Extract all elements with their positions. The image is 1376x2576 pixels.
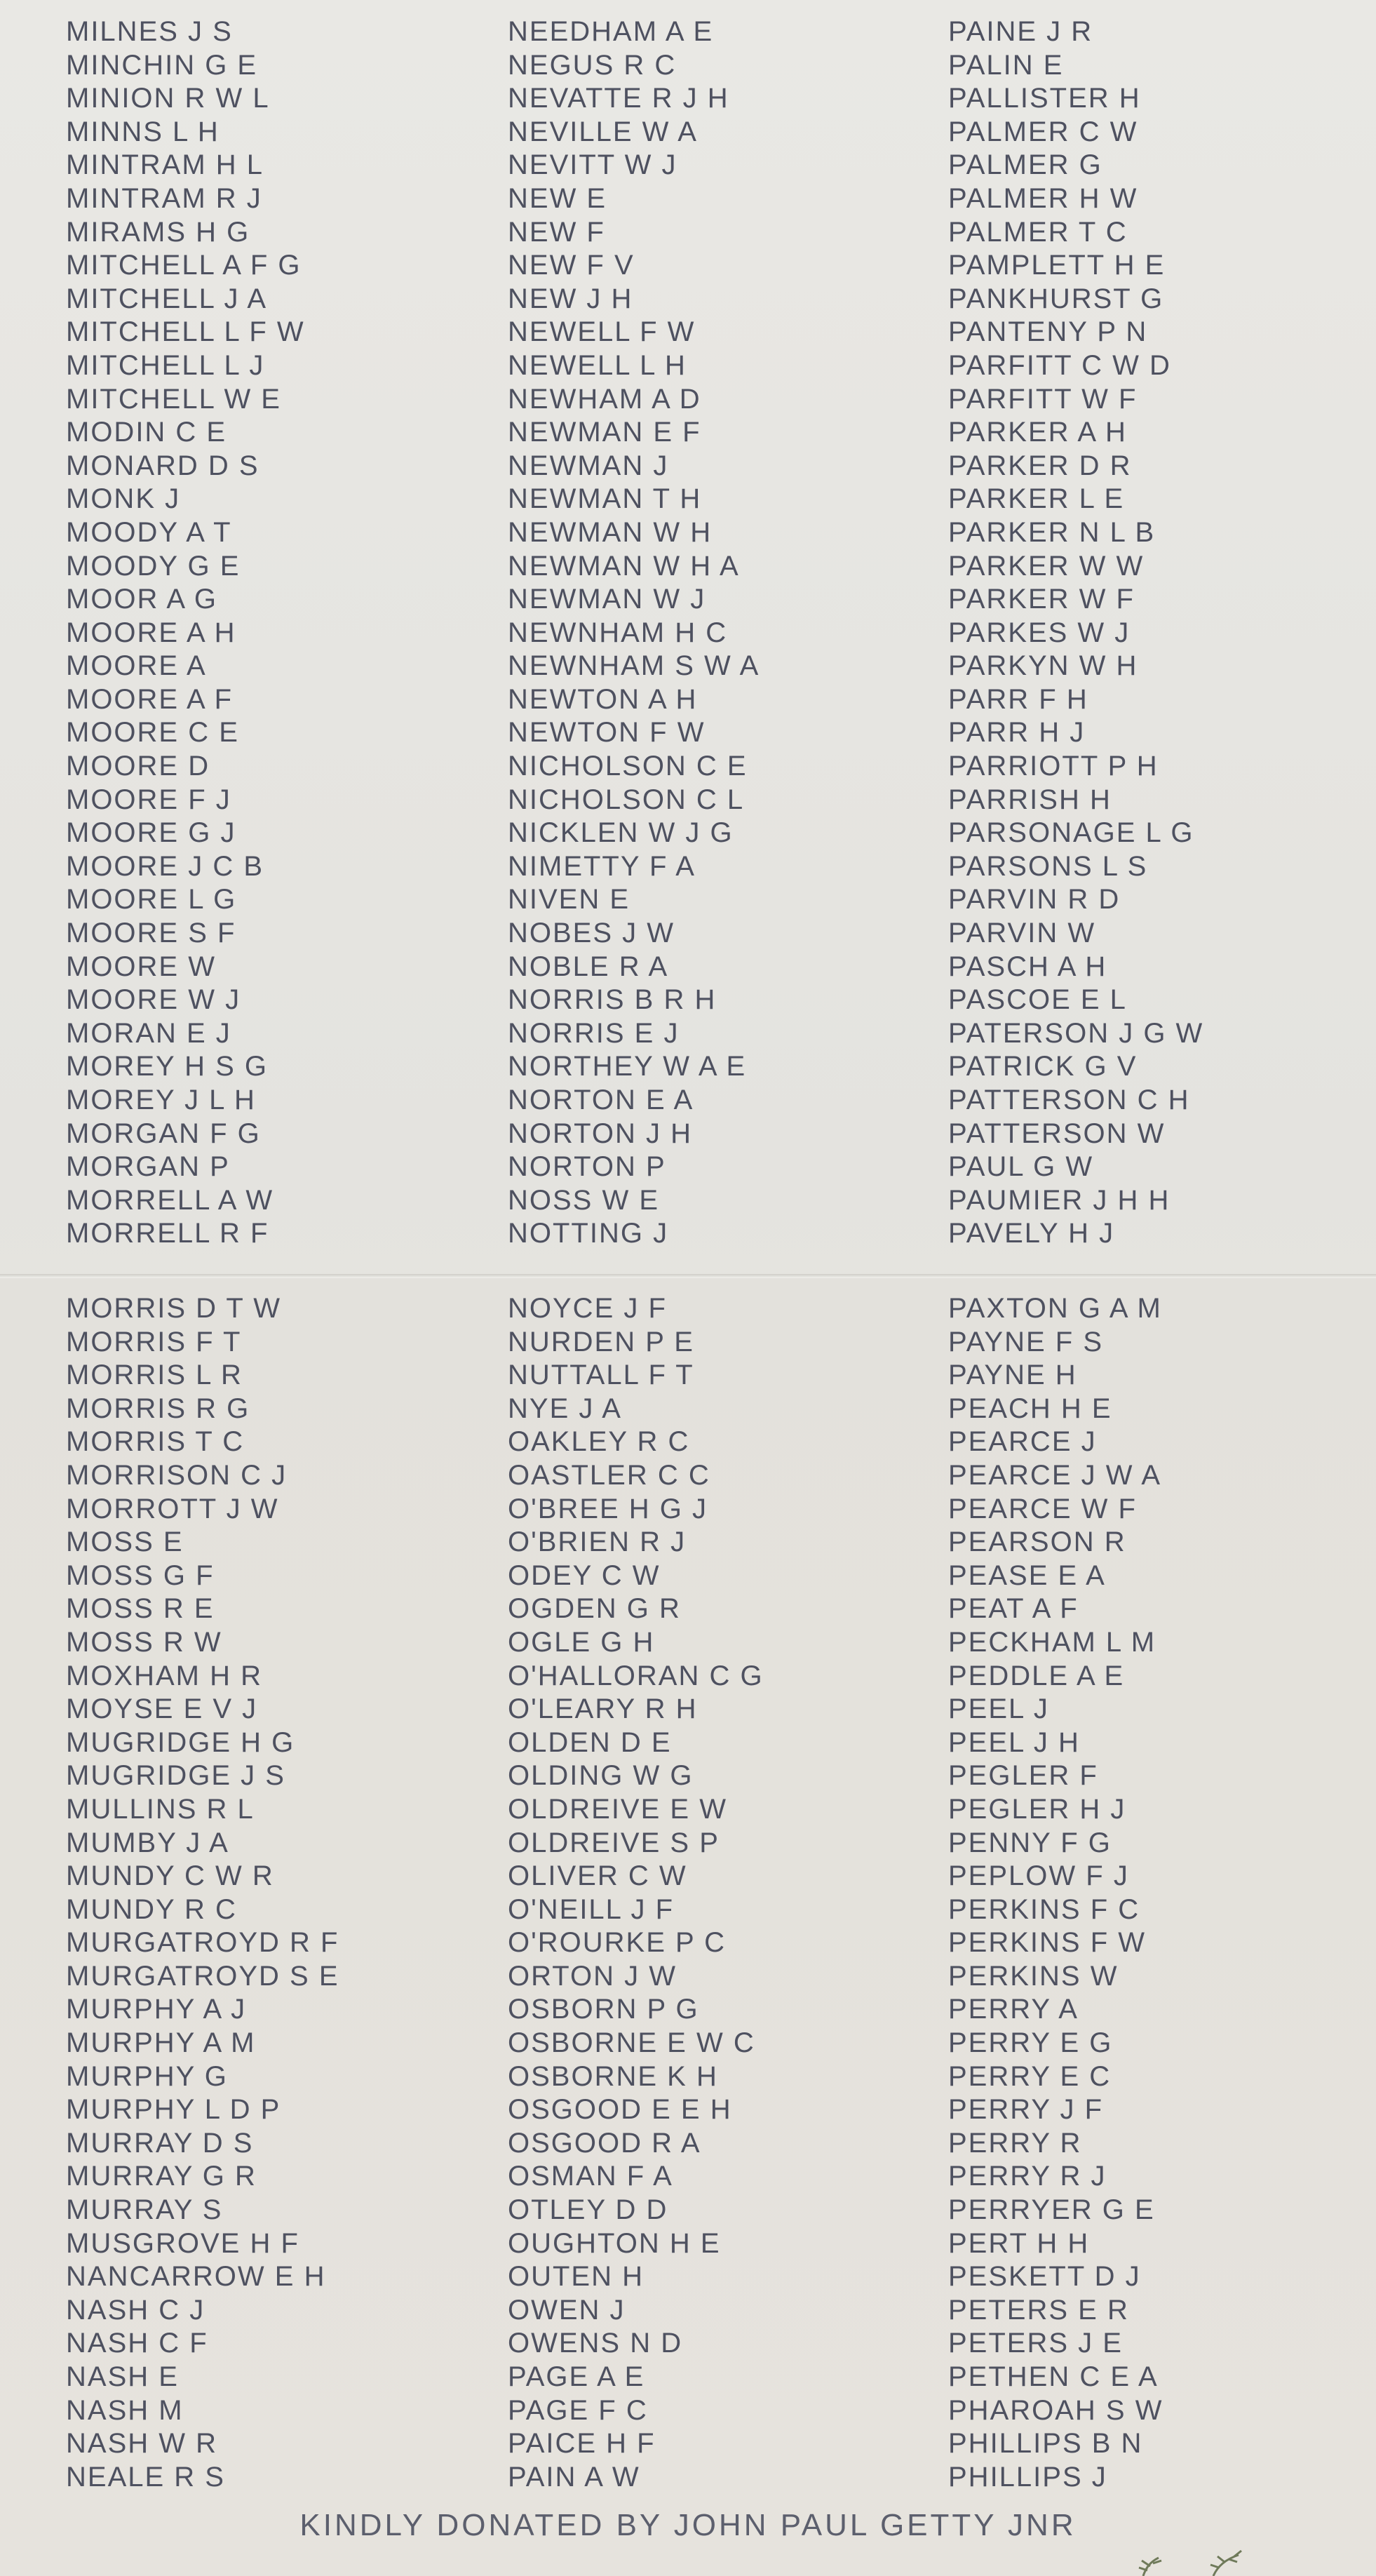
name-entry: MOSS R W: [66, 1626, 222, 1658]
name-entry: OSMAN F A: [508, 2161, 673, 2192]
name-entry: MUNDY C W R: [66, 1860, 274, 1892]
name-entry: PARR F H: [948, 683, 1088, 715]
name-entry: NASH C J: [66, 2294, 205, 2326]
name-entry: NOTTING J: [508, 1218, 669, 1249]
name-entry: NEWELL L H: [508, 349, 687, 381]
name-entry: NEWNHAM H C: [508, 617, 728, 648]
name-entry: NIMETTY F A: [508, 850, 696, 882]
name-entry: MODIN C E: [66, 417, 227, 448]
name-entry: PAGE F C: [508, 2394, 648, 2426]
name-entry: MITCHELL W E: [66, 383, 281, 415]
name-entry: PERRY E C: [948, 2060, 1112, 2092]
name-entry: MOREY H S G: [66, 1051, 268, 1082]
name-entry: PETERS E R: [948, 2294, 1129, 2326]
name-entry: PATERSON J G W: [948, 1017, 1204, 1049]
name-entry: PAUMIER J H H: [948, 1184, 1171, 1216]
name-column-1: [66, 0, 305, 1251]
name-entry: NORRIS B R H: [508, 984, 717, 1016]
name-entry: PALMER T C: [948, 216, 1128, 248]
name-entry: OLDEN D E: [508, 1726, 672, 1758]
name-entry: MORRELL R F: [66, 1218, 269, 1249]
name-entry: NICHOLSON C L: [508, 784, 745, 815]
name-entry: MOORE J C B: [66, 850, 264, 882]
name-entry: MOORE G J: [66, 817, 236, 849]
name-entry: NEGUS R C: [508, 49, 677, 81]
name-entry: NEWTON A H: [508, 683, 698, 715]
name-entry: NEWMAN E F: [508, 417, 701, 448]
name-entry: PAMPLETT H E: [948, 250, 1166, 281]
name-entry: OAKLEY R C: [508, 1426, 690, 1458]
name-entry: MURGATROYD S E: [66, 1960, 339, 1992]
name-entry: MUSGROVE H F: [66, 2227, 299, 2259]
name-entry: MOSS G F: [66, 1559, 215, 1591]
name-entry: MORRIS R G: [66, 1393, 250, 1424]
name-entry: MOORE D: [66, 751, 210, 782]
name-entry: PARKER D R: [948, 450, 1132, 481]
name-entry: PEPLOW F J: [948, 1860, 1129, 1892]
name-entry: MOOR A G: [66, 584, 218, 615]
name-entry: MINNS L H: [66, 116, 220, 147]
name-entry: PEACH H E: [948, 1393, 1112, 1424]
name-entry: MORGAN F G: [66, 1118, 261, 1149]
name-entry: PETHEN C E A: [948, 2361, 1159, 2392]
name-entry: PAVELY H J: [948, 1218, 1115, 1249]
name-column-2: [508, 0, 760, 1251]
name-entry: NORTON J H: [508, 1118, 692, 1149]
name-entry: MURPHY A M: [66, 2027, 256, 2059]
upper-name-panel: [0, 0, 1376, 1278]
name-entry: MOSS E: [66, 1527, 184, 1558]
name-entry: PARR H J: [948, 717, 1086, 749]
name-entry: PAGE A E: [508, 2361, 645, 2392]
name-entry: NEW E: [508, 182, 607, 214]
name-entry: NEW F V: [508, 250, 635, 281]
name-entry: PARSONAGE L G: [948, 817, 1194, 849]
name-entry: PERKINS F C: [948, 1893, 1140, 1925]
name-entry: PENNY F G: [948, 1827, 1112, 1858]
name-entry: MOORE W: [66, 951, 216, 982]
name-entry: NEWELL F W: [508, 316, 696, 348]
name-entry: PARKER W W: [948, 550, 1145, 582]
lower-name-panel: [0, 1278, 1376, 2576]
name-entry: MOORE L G: [66, 884, 237, 915]
name-entry: NOYCE J F: [508, 1293, 667, 1324]
name-entry: MOYSE E V J: [66, 1693, 258, 1725]
name-entry: MOORE A H: [66, 617, 236, 648]
name-entry: NORTHEY W A E: [508, 1051, 747, 1082]
name-entry: OWENS N D: [508, 2328, 683, 2359]
name-entry: PERRY A: [948, 1994, 1079, 2025]
name-entry: MURGATROYD R F: [66, 1927, 339, 1959]
name-entry: PAYNE H: [948, 1360, 1077, 1391]
name-entry: MOODY G E: [66, 550, 241, 582]
name-entry: PATRICK G V: [948, 1051, 1138, 1082]
name-entry: NORTON P: [508, 1151, 666, 1183]
name-entry: MOORE C E: [66, 717, 239, 749]
name-entry: PARRISH H: [948, 784, 1112, 815]
name-entry: PECKHAM L M: [948, 1626, 1156, 1658]
name-entry: MOORE A F: [66, 683, 234, 715]
name-column-2: [508, 1278, 764, 2494]
name-entry: NYE J A: [508, 1393, 622, 1424]
name-entry: NEVATTE R J H: [508, 83, 729, 114]
name-entry: PERT H H: [948, 2227, 1090, 2259]
name-entry: PERRY J F: [948, 2094, 1104, 2126]
name-entry: PASCH A H: [948, 951, 1107, 982]
name-entry: OUGHTON H E: [508, 2227, 721, 2259]
name-entry: PARKYN W H: [948, 650, 1138, 682]
name-entry: PESKETT D J: [948, 2261, 1141, 2293]
name-entry: MORRIS F T: [66, 1326, 242, 1357]
name-entry: PANTENY P N: [948, 316, 1148, 348]
name-entry: NURDEN P E: [508, 1326, 694, 1357]
name-entry: O'BREE H G J: [508, 1493, 708, 1524]
name-entry: MIRAMS H G: [66, 216, 250, 248]
name-entry: NEW F: [508, 216, 605, 248]
name-entry: PEARSON R: [948, 1527, 1126, 1558]
name-entry: OSGOOD R A: [508, 2127, 701, 2159]
name-entry: PEARCE J: [948, 1426, 1097, 1458]
name-entry: MORRISON C J: [66, 1459, 288, 1491]
name-entry: PEGLER H J: [948, 1793, 1126, 1825]
name-column-3: [948, 0, 1203, 1251]
name-entry: PAIN A W: [508, 2461, 640, 2493]
name-entry: MONK J: [66, 483, 181, 515]
name-entry: PHILLIPS J: [948, 2461, 1107, 2493]
name-entry: PALMER G: [948, 149, 1102, 181]
name-entry: MITCHELL L J: [66, 349, 265, 381]
name-entry: NEWMAN J: [508, 450, 669, 481]
name-entry: PATTERSON W: [948, 1118, 1166, 1149]
name-entry: PALIN E: [948, 49, 1064, 81]
name-entry: ORTON J W: [508, 1960, 677, 1992]
name-entry: OLDREIVE E W: [508, 1793, 727, 1825]
name-entry: MINTRAM H L: [66, 149, 264, 181]
name-entry: PATTERSON C H: [948, 1085, 1190, 1115]
name-entry: PAUL G W: [948, 1151, 1094, 1183]
name-entry: MORRIS T C: [66, 1426, 245, 1458]
name-entry: NICKLEN W J G: [508, 817, 734, 849]
name-entry: PARKER N L B: [948, 516, 1156, 548]
name-entry: MULLINS R L: [66, 1793, 255, 1825]
name-entry: MORRIS L R: [66, 1360, 243, 1391]
name-entry: NASH C F: [66, 2328, 208, 2359]
name-entry: MOSS R E: [66, 1593, 215, 1625]
name-entry: PAINE J R: [948, 16, 1093, 47]
name-entry: MORAN E J: [66, 1017, 231, 1049]
name-entry: MITCHELL J A: [66, 283, 268, 314]
name-entry: PALMER H W: [948, 182, 1138, 214]
name-entry: PERRY R: [948, 2127, 1082, 2159]
name-entry: ODEY C W: [508, 1559, 661, 1591]
name-entry: MURRAY D S: [66, 2127, 254, 2159]
name-entry: O'NEILL J F: [508, 1893, 675, 1925]
name-entry: PHAROAH S W: [948, 2394, 1163, 2426]
name-entry: NANCARROW E H: [66, 2261, 326, 2293]
name-column-3: [948, 1278, 1163, 2494]
name-entry: PARVIN W: [948, 918, 1096, 949]
name-entry: OLDREIVE S P: [508, 1827, 720, 1858]
name-entry: NOSS W E: [508, 1184, 660, 1216]
name-entry: PERKINS F W: [948, 1927, 1147, 1959]
name-entry: NEWTON F W: [508, 717, 706, 749]
name-entry: MORRIS D T W: [66, 1293, 281, 1324]
name-entry: OGLE G H: [508, 1626, 655, 1658]
name-entry: NEALE R S: [66, 2461, 225, 2493]
name-entry: MINCHIN G E: [66, 49, 258, 81]
name-entry: PANKHURST G: [948, 283, 1164, 314]
name-entry: O'BRIEN R J: [508, 1527, 687, 1558]
name-entry: PEARCE J W A: [948, 1459, 1162, 1491]
name-entry: NASH E: [66, 2361, 179, 2392]
name-entry: MONARD D S: [66, 450, 259, 481]
name-entry: PEEL J: [948, 1693, 1049, 1725]
name-entry: OSGOOD E E H: [508, 2094, 732, 2126]
name-entry: MOORE S F: [66, 918, 236, 949]
name-entry: MURPHY G: [66, 2060, 228, 2092]
name-entry: MILNES J S: [66, 16, 233, 47]
name-entry: MURPHY A J: [66, 1994, 247, 2025]
name-entry: PEASE E A: [948, 1559, 1106, 1591]
name-entry: NEVITT W J: [508, 149, 677, 181]
name-entry: PETERS J E: [948, 2328, 1123, 2359]
name-entry: OWEN J: [508, 2294, 626, 2326]
name-entry: MOXHAM H R: [66, 1660, 262, 1691]
name-entry: PEDDLE A E: [948, 1660, 1125, 1691]
name-entry: MORRELL A W: [66, 1184, 274, 1216]
name-entry: PALMER C W: [948, 116, 1138, 147]
name-entry: NEEDHAM A E: [508, 16, 714, 47]
name-entry: MOORE W J: [66, 984, 241, 1016]
name-entry: OLIVER C W: [508, 1860, 687, 1892]
name-entry: OLDING W G: [508, 1760, 694, 1792]
name-entry: MORGAN P: [66, 1151, 230, 1183]
name-entry: PERRY R J: [948, 2161, 1107, 2192]
name-entry: MOORE A: [66, 650, 207, 682]
name-entry: PARKES W J: [948, 617, 1131, 648]
name-entry: PEGLER F: [948, 1760, 1098, 1792]
name-entry: NOBES J W: [508, 918, 675, 949]
name-column-1: [66, 1278, 339, 2494]
name-entry: PARFITT W F: [948, 383, 1138, 415]
name-entry: NUTTALL F T: [508, 1360, 694, 1391]
name-entry: MURPHY L D P: [66, 2094, 281, 2126]
name-entry: PALLISTER H: [948, 83, 1141, 114]
name-entry: OUTEN H: [508, 2261, 644, 2293]
name-entry: OSBORNE E W C: [508, 2027, 755, 2059]
name-entry: MUMBY J A: [66, 1827, 229, 1858]
name-entry: MORROTT J W: [66, 1493, 279, 1524]
name-entry: O'LEARY R H: [508, 1693, 698, 1725]
name-entry: NORTON E A: [508, 1085, 694, 1115]
name-entry: MOODY A T: [66, 516, 232, 548]
name-entry: PEARCE W F: [948, 1493, 1137, 1524]
name-entry: NICHOLSON C E: [508, 751, 748, 782]
name-entry: MOREY J L H: [66, 1085, 256, 1115]
name-entry: PAYNE F S: [948, 1326, 1104, 1357]
name-entry: O'HALLORAN C G: [508, 1660, 764, 1691]
name-entry: MUGRIDGE H G: [66, 1726, 295, 1758]
name-entry: PARRIOTT P H: [948, 751, 1159, 782]
name-entry: PARFITT C W D: [948, 349, 1171, 381]
name-entry: PARSONS L S: [948, 850, 1148, 882]
name-entry: OSBORN P G: [508, 1994, 699, 2025]
name-entry: OSBORNE K H: [508, 2060, 718, 2092]
name-entry: NASH W R: [66, 2428, 217, 2460]
name-entry: MITCHELL A F G: [66, 250, 302, 281]
name-entry: NOBLE R A: [508, 951, 669, 982]
name-entry: PARKER A H: [948, 417, 1127, 448]
name-entry: PEEL J H: [948, 1726, 1080, 1758]
name-entry: OTLEY D D: [508, 2194, 668, 2226]
name-entry: NEWHAM A D: [508, 383, 701, 415]
name-entry: PAXTON G A M: [948, 1293, 1162, 1324]
donor-credit: KINDLY DONATED BY JOHN PAUL GETTY JNR: [299, 2508, 1077, 2542]
name-entry: PARKER W F: [948, 584, 1135, 615]
name-entry: MITCHELL L F W: [66, 316, 305, 348]
name-entry: OGDEN G R: [508, 1593, 681, 1625]
name-entry: NEWMAN W J: [508, 584, 706, 615]
name-entry: MUGRIDGE J S: [66, 1760, 285, 1792]
name-entry: NIVEN E: [508, 884, 630, 915]
name-entry: PERRYER G E: [948, 2194, 1155, 2226]
name-entry: MOORE F J: [66, 784, 231, 815]
name-entry: PARKER L E: [948, 483, 1125, 515]
name-entry: MURRAY S: [66, 2194, 223, 2226]
name-entry: NEWMAN W H: [508, 516, 713, 548]
name-entry: NEWMAN W H A: [508, 550, 740, 582]
name-entry: MINION R W L: [66, 83, 270, 114]
name-entry: PARVIN R D: [948, 884, 1121, 915]
name-entry: OASTLER C C: [508, 1459, 710, 1491]
name-entry: MURRAY G R: [66, 2161, 257, 2192]
name-entry: PHILLIPS B N: [948, 2428, 1143, 2460]
name-entry: PAICE H F: [508, 2428, 656, 2460]
name-entry: NEWMAN T H: [508, 483, 702, 515]
name-entry: NORRIS E J: [508, 1017, 680, 1049]
name-entry: NEVILLE W A: [508, 116, 698, 147]
name-entry: NEW J H: [508, 283, 633, 314]
name-entry: PERKINS W: [948, 1960, 1119, 1992]
plant-icon: [1122, 2525, 1262, 2576]
name-entry: NASH M: [66, 2394, 184, 2426]
name-entry: PASCOE E L: [948, 984, 1127, 1016]
name-entry: PERRY E G: [948, 2027, 1113, 2059]
name-entry: MINTRAM R J: [66, 182, 262, 214]
name-entry: PEAT A F: [948, 1593, 1079, 1625]
name-entry: O'ROURKE P C: [508, 1927, 726, 1959]
name-entry: NEWNHAM S W A: [508, 650, 760, 682]
name-entry: MUNDY R C: [66, 1893, 237, 1925]
